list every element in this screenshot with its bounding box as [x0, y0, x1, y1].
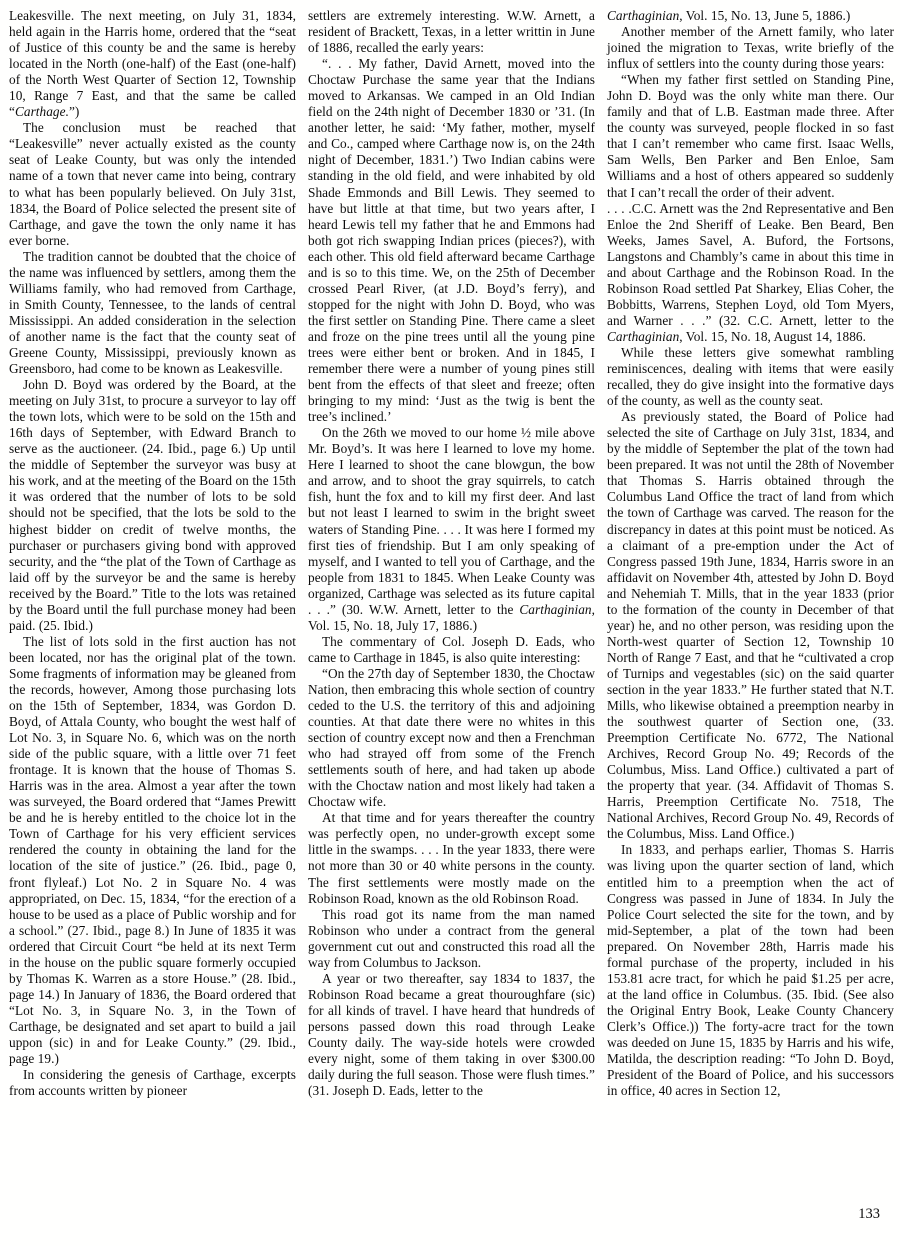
paragraph	[308, 56, 595, 425]
text-run: “. . . My father, David Arnett, moved into the Choctaw Purchase the same year that the Indians moved to Arkansas. We camped in an Old Indian field on the 24th night of December 1830 or ’31. (In another letter, he said: ‘My father, mother, myself and Co., camped where Carthage now is, on the 24th night of December, 1831.’) Two Indian cabins were standing in the old field, and were inhabited by old Shade Emmonds and Bill Lewis. They seemed to have but little at that time, but two years after, I heard Lewis tell my father that he and Emmons had both got rich swapping Indian prices (pieces?), with each other. This old field afterward became Carthage and is so to this time. We, on the 25th of December crossed Pearl River, (at J.D. Boyd’s ferry), and stopped for the night with John D. Boyd, who was the first settler on Standing Pine. There came a sleet and froze on the pine trees until all the young pine trees were either bent or broken. And in 1845, I remember there were a number of young pines still bent from the effects of that sleet and freeze; often bringing to my mind: ‘Just as the twig is bent the tree’s inclined.’	[308, 56, 595, 425]
paragraph	[9, 8, 296, 120]
text-run: John D. Boyd was ordered by the Board, at the meeting on July 31st, to procure a surveyor to lay off the town lots, which were to be sold on the 15th and 16th days of September, with Edward Branch to serve as the auctioneer. (24. Ibid., page 6.) Up until the middle of September the surveyor was busy at his work, and at the meeting of the Board on the 15th it was ordered that the number of lots to be sold should not be specified, that the lots be sold to the highest bidder on credit of twelve months, the purchaser or purchasers giving bond with approved security, and the “the plat of the Town of Carthage as laid off by the surveyor be and the same is hereby received by the Board.” Title to the lots was retained by the Board until the full purchase money had been paid. (25. Ibid.)	[9, 377, 296, 633]
paragraph	[308, 907, 595, 971]
paragraph	[308, 8, 595, 56]
paragraph	[308, 634, 595, 666]
paragraph	[607, 24, 894, 72]
text-columns	[9, 8, 894, 1099]
text-run: In 1833, and perhaps earlier, Thomas S. Harris was living upon the quarter section of land, which entitled him to a preemption when the act of Congress was passed in June of 1834. In July the Police Court selected the site for the town, and by mid-September, a plat of the town had been prepared. On November 28th, Harris made his formal purchase of the property, included in his 153.81 acre tract, for which he paid $1.25 per acre, at the land office in Columbus. (35. Ibid. (See also the Original Entry Book, Leake County Chancery Clerk’s Office.)) The forty-acre tract for the town was deeded on June 15, 1835 by Harris and his wife, Matilda, the description reading: “To John D. Boyd, President of the Board of Police, and his successors in office, 40 acres in Section 12,	[607, 842, 894, 1099]
paragraph	[607, 72, 894, 200]
paragraph	[607, 345, 894, 409]
paragraph	[308, 666, 595, 810]
paragraph	[9, 1067, 296, 1099]
text-run: At that time and for years thereafter the country was perfectly open, no under-growth except some little in the swamps. . . . In the year 1833, there were not more than 30 or 40 white persons in the county. The first settlements were mostly made on the Robinson Road, known as the old Robinson Road.	[308, 810, 595, 906]
text-run: As previously stated, the Board of Police had selected the site of Carthage on July 31st, 1834, and by the middle of September the plat of the town had been prepared. It was not until the 28th of November that Thomas S. Harris obtained through the Columbus Land Office the tract of land from which the town of Carthage was carved. The reason for the discrepancy in dates at this point must be noticed. As a claimant of a pre-emption under the Act of Congress passed 19th June, 1834, Harris swore in an affidavit on November 4th, attested by John D. Boyd and Nehemiah T. Mills, that in the year 1833 (prior to the formation of the county in December of that year) he, and no other person, was residing upon the North-west quarter of Section 12, Township 10 North of Range 7 East, and that he “cultivated a crop of Turnips and vegestables (sic) on the said quarter section in the year 1833.” He further stated that N.T. Mills, who likewise obtained a preemption nearby in the southwest quarter of Section one, (33. Preemption Certificate No. 6772, The National Archives, Record Group No. 49; Records of the Columbus, Miss. Land Office.) cultivated a part of the property that year. (34. Affidavit of Thomas S. Harris, Preemption Certificate No. 7518, The National Archives, Record Group No. 49, Records of the Columbus, Miss. Land Office.)	[607, 409, 894, 842]
text-run: “On the 27th day of September 1830, the Choctaw Nation, then embracing this whole section of country ceded to the U.S. the territory of this and adjoining counties. At that date there were no whites in this section of country except now and then a Frenchman who had strayed off from some of the French settlements south of here, and had taken up abode with the Choctaw nation and most likely had taken a Choctaw wife.	[308, 665, 595, 810]
page-number: 133	[858, 1206, 880, 1222]
text-column-right	[607, 8, 894, 1099]
paragraph	[308, 425, 595, 634]
text-run: , Vol. 15, No. 13, June 5, 1886.)	[679, 8, 851, 23]
text-run: This road got its name from the man named Robinson who under a contract from the general government cut out and constructed this road all the way from Columbus to Jackson.	[308, 906, 595, 970]
paragraph	[607, 842, 894, 1099]
text-run: , Vol. 15, No. 18, July 17, 1886.)	[308, 601, 595, 633]
paragraph	[607, 409, 894, 842]
text-run: The conclusion must be reached that “Leakesville” never actually existed as the county seat of Leake County, but was only the intended name of a town that never came into being, contrary to what has been popularly believed. On July 31st, 1834, the Board of Police selected the present site of Carthage, and gave the town the only name it has ever borne.	[9, 120, 296, 248]
text-run: “When my father first settled on Standing Pine, John D. Boyd was the only white man there. Our family and that of L.B. Eastman made three. After the county was surveyed, people flocked in so fast that I can’t remember who came first. Isaac Wells, Sam Wells, Ben Parker and Ben Enloe, Sam Williams and a host of others appeared so suddenly that I can’t recall the order of their advent.	[607, 72, 894, 200]
text-run: In considering the genesis of Carthage, excerpts from accounts written by pioneer	[9, 1067, 296, 1099]
paragraph	[607, 8, 894, 24]
text-run: The tradition cannot be doubted that the choice of the name was influenced by settlers, among them the Williams family, who had removed from Carthage, in Smith County, Tennessee, to the lands of central Mississippi. An added consideration in the selection of another name is the fact that the county seat of Greene County, Mississippi, previously known as Greensboro, had come to be known as Leakesville.	[9, 248, 296, 377]
text-run: While these letters give somewhat rambling reminiscences, dealing with items that were easily recalled, they do give insight into the formative days of the county, as well as the county seat.	[607, 344, 894, 409]
text-run: A year or two thereafter, say 1834 to 1837, the Robinson Road became a great thouroughfare (sic) for all kinds of travel. I have heard that hundreds of persons passed down this road through Leake County daily. The way-side hotels were crowded every night, some of them taking in over $300.00 daily during the full season. Those were flush times.” (31. Joseph D. Eads, letter to the	[308, 970, 595, 1099]
paragraph	[9, 634, 296, 1067]
text-run: ”)	[68, 104, 80, 120]
text-run: Another member of the Arnett family, who later joined the migration to Texas, write briefly of the influx of settlers into the county during those years:	[607, 24, 894, 72]
paragraph	[308, 810, 595, 906]
paragraph	[9, 120, 296, 248]
italic-text: Carthaginian	[607, 328, 680, 344]
italic-text: Carthage.	[14, 104, 69, 120]
paragraph	[607, 201, 894, 345]
paragraph	[308, 971, 595, 1099]
text-run: , Vol. 15, No. 18, August 14, 1886.	[679, 328, 866, 344]
text-run: On the 26th we moved to our home ½ mile above Mr. Boyd’s. It was here I learned to love my home. Here I learned to shoot the cane blowgun, the bow and arrow, and to shoot the gray squirrels, to catch fish, hunt the fox and to kill my first deer. And last but not least I learned to swim in the bright sweet waters of Standing Pine. . . . It was here I formed my first ties of friendship. But I am only speaking of myself, and I wanted to tell you of Carthage, and the people from 1831 to 1845. When Leake County was organized, Carthage was selected as its future capital . . .” (30. W.W. Arnett, letter to the	[308, 425, 595, 617]
text-run: The commentary of Col. Joseph D. Eads, who came to Carthage in 1845, is also quite interesting:	[308, 633, 595, 665]
text-column-left	[9, 8, 296, 1099]
text-column-middle	[308, 8, 595, 1099]
italic-text: Carthaginian	[607, 8, 680, 23]
text-run: . . . .C.C. Arnett was the 2nd Representative and Ben Enloe the 2nd Sheriff of Leake. Ben Beard, Ben Weeks, James Savel, A. Buford, the Fortsons, Langstons and Chambly’s came in about this time in and about Carthage and the Robinson Road. In the Robinson Road settled Pat Sharkey, Elias Coher, the Bobbitts, Warrens, Stephen Loyd, old Tom Myers, and Warner . . .” (32. C.C. Arnett, letter to the	[607, 200, 894, 328]
italic-text: Carthaginian	[519, 601, 592, 617]
paragraph	[9, 249, 296, 377]
text-run: Leakesville. The next meeting, on July 31, 1834, held again in the Harris home, ordered that the “seat of Justice of this county be and the same is hereby located in the North (one-half) of the East (one-half) of the North West Quarter of Section 12, Township 10, Range 7 East, and that the same be called “	[9, 8, 296, 120]
text-run: settlers are extremely interesting. W.W. Arnett, a resident of Brackett, Texas, in a letter writtin in June of 1886, recalled the early years:	[308, 8, 595, 56]
paragraph	[9, 377, 296, 634]
text-run: The list of lots sold in the first auction has not been located, nor has the original plat of the town. Some fragments of information may be gleaned from the records, however, Among those purchasing lots on the 15th of September, 1834, was Gordon D. Boyd, of Attala County, who bought the west half of Lot No. 3, in Square No. 6, which was on the north side of the public square, with a little over 71 feet frontage. It is known that the house of Thomas S. Harris was in the area. Almost a year after the town was surveyed, the Board ordered that “James Prewitt be and he is hereby entitled to the choice lot in the Town of Carthage for his very efficient services rendered the county in obtaining the land for the location of the site of justice.” (26. Ibid., page 0, front flyleaf.) Lot No. 2 in Square No. 4 was appropriated, on Dec. 15, 1834, “for the erection of a house to be used as a place of Public worship and for a school.” (27. Ibid., page 8.) In June of 1835 it was ordered that Circuit Court “be held at its next Term in the house on the public square formerly occupied by Thomas K. Warren as a store House.” (28. Ibid., page 14.) In January of 1836, the Board ordered that “Lot No. 3, in Square No. 3, in the Town of Carthage, be designated and set apart to build a jail uppon (sic) in and for Leake County.” (29. Ibid., page 19.)	[9, 633, 296, 1067]
